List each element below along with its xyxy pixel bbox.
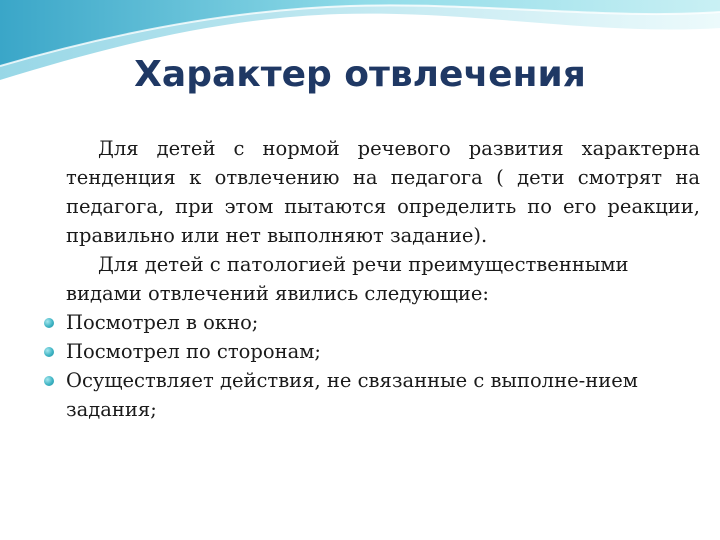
paragraph-speech-pathology: Для детей с патологией речи преимущественными видами отвлечений явились следующие: xyxy=(66,253,629,305)
slide-title xyxy=(0,50,720,100)
list-item-text: Посмотрел в окно; xyxy=(66,311,259,334)
list-item-text: Осуществляет действия, не связанные с выполне-нием задания; xyxy=(66,369,638,421)
slide-title-text: Характер отвлечения xyxy=(134,54,586,95)
list-item xyxy=(66,308,700,337)
bullet-dot-icon xyxy=(44,347,54,357)
list-item-text: Посмотрел по сторонам; xyxy=(66,340,321,363)
paragraph-normal-speech: Для детей с нормой речевого развития характерна тенденция к отвлечению на педагога ( дети смотрят на педагога, при этом пытаются определить по его реакции, правильно или нет выполняют задание). xyxy=(66,137,700,247)
slide-body xyxy=(66,134,700,424)
list-item xyxy=(66,366,700,424)
bullet-dot-icon xyxy=(44,318,54,328)
list-item xyxy=(66,337,700,366)
bullet-dot-icon xyxy=(44,376,54,386)
